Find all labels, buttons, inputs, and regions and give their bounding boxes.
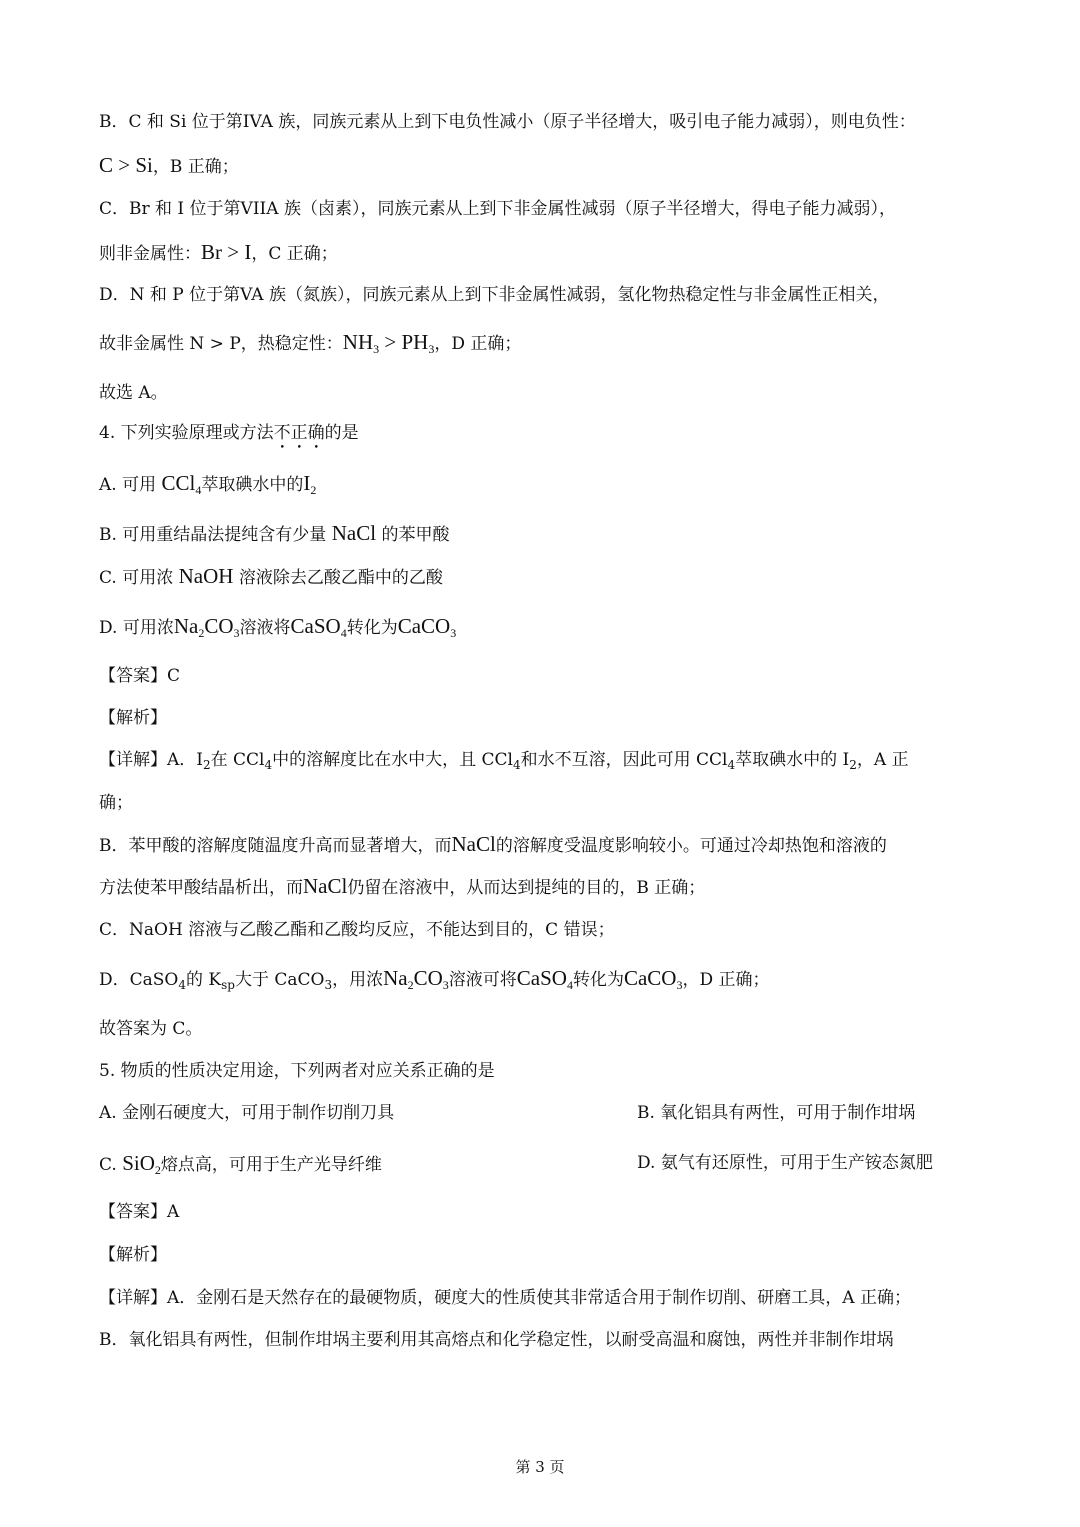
math-expression: $NH_3 > PH_3$ [342, 330, 435, 356]
question-4-option-c: C. 可用浓 NaOH 溶液除去乙酸乙酯中的乙酸 [99, 564, 443, 588]
answer-label: 【答案】A [99, 1202, 180, 1222]
text-line: 则非金属性：Br > I，C 正确； [99, 240, 338, 264]
question-5-stem: 5. 物质的性质决定用途，下列两者对应关系正确的是 [99, 1061, 495, 1081]
detail-line: 确； [99, 793, 133, 813]
page-number: 第 3 页 [515, 1458, 565, 1476]
question-4-stem: 4. 下列实验原理或方法不正确的是 [99, 423, 359, 443]
question-5-option-b: B. 氧化铝具有两性，可用于制作坩埚 [637, 1103, 916, 1123]
question-4-option-b: B. 可用重结晶法提纯含有少量 NaCl 的苯甲酸 [99, 521, 450, 545]
emphasis-dotted-text: 不正确 [273, 423, 325, 443]
text-line: 故非金属性 N > P，热稳定性：$NH_3 > PH_3$，D 正确； [99, 330, 522, 356]
detail-line: 方法使苯甲酸结晶析出，而NaCl仍留在溶液中，从而达到提纯的目的，B 正确； [99, 874, 706, 898]
question-5-option-a: A. 金刚石硬度大，可用于制作切削刀具 [99, 1103, 395, 1123]
answer-label: 【答案】C [99, 666, 181, 686]
analysis-label: 【解析】 [99, 708, 167, 728]
analysis-label: 【解析】 [99, 1245, 167, 1265]
detail-line: B．苯甲酸的溶解度随温度升高而显著增大，而NaCl的溶解度受温度影响较小。可通过冷却热饱和溶液的 [99, 832, 887, 856]
math-expression: Br > I [201, 240, 252, 264]
question-4-option-d: D. 可用浓$Na_2CO_3$溶液将CaSO$_4$转化为CaCO$_3$ [99, 614, 457, 640]
text-line: 故选 A。 [99, 383, 168, 403]
question-5-option-d: D. 氨气有还原性，可用于生产铵态氮肥 [637, 1153, 933, 1173]
question-5-row-1 [99, 1101, 990, 1125]
text-line: D．N 和 P 位于第VA 族（氮族），同族元素从上到下非金属性减弱，氢化物热稳定性与非金属性正相关， [99, 285, 890, 305]
detail-line: B．氧化铝具有两性，但制作坩埚主要利用其高熔点和化学稳定性，以耐受高温和腐蚀，两性并非制作坩埚 [99, 1330, 894, 1350]
detail-line: D．CaSO$_4$的 $K_{sp}$大于 CaCO$_3$，用浓$Na_2CO_3$溶液可将CaSO$_4$转化为CaCO$_3$，D 正确； [99, 966, 770, 992]
detail-line: 【详解】A．金刚石是天然存在的最硬物质，硬度大的性质使其非常适合用于制作切削、研磨工具，A 正确； [99, 1288, 911, 1308]
math-expression: C > Si [99, 153, 153, 177]
detail-line: 【详解】A．$I_2$在 CCl$_4$中的溶解度比在水中大，且 CCl$_4$和水不互溶，因此可用 CCl$_4$萃取碘水中的 $I_2$，A 正 [99, 750, 909, 772]
question-5-option-c: C. SiO$_2$熔点高，可用于生产光导纤维 [99, 1151, 382, 1177]
detail-line: 故答案为 C。 [99, 1019, 203, 1039]
text-line: C > Si，B 正确； [99, 153, 239, 177]
detail-line: C．NaOH 溶液与乙酸乙酯和乙酸均反应，不能达到目的，C 错误； [99, 920, 615, 940]
question-5-row-2 [99, 1151, 990, 1177]
text-line: C．Br 和 I 位于第VIIA 族（卤素），同族元素从上到下非金属性减弱（原子半径增大，得电子能力减弱）， [99, 199, 896, 219]
question-4-option-a: A. 可用 CCl$_4$萃取碘水中的$I_2$ [99, 471, 317, 497]
text-line: B．C 和 Si 位于第IVA 族，同族元素从上到下电负性减小（原子半径增大，吸引电子能力减弱），则电负性： [99, 112, 916, 132]
